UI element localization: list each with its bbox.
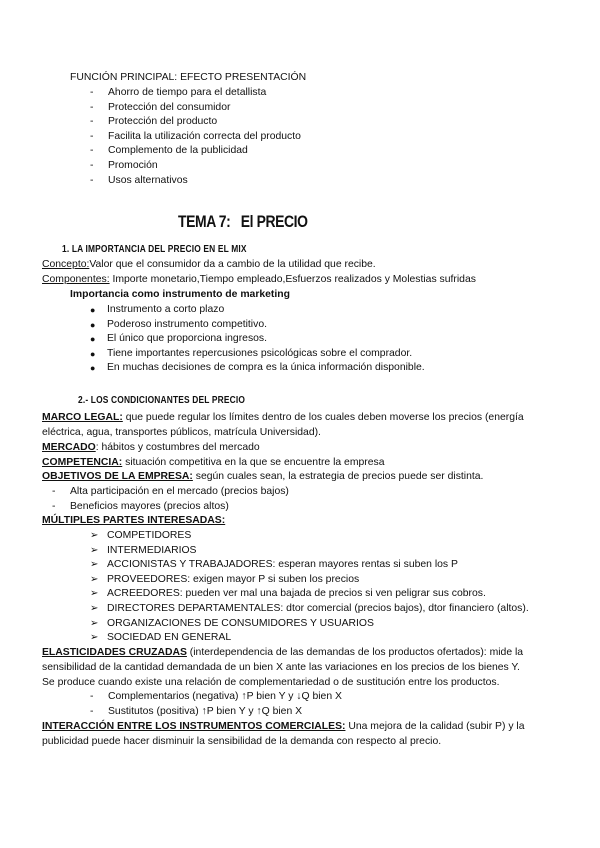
interaccion-line-1	[42, 720, 525, 734]
list-item: - Facilita la utilización correcta del producto	[90, 130, 301, 142]
multiples-list	[90, 529, 570, 646]
objetivos-text: según cuales sean, la estrategia de precios puede ser distinta.	[192, 471, 484, 482]
list-item: ● Instrumento a corto plazo	[90, 304, 225, 315]
list-item: - Protección del producto	[90, 116, 218, 128]
mercado-text: : hábitos y costumbres del mercado	[95, 442, 260, 453]
list-item: ● Poderoso instrumento competitivo.	[90, 318, 267, 330]
marco-text: que puede regular los límites dentro de los cuales deben moverse los precios (energía	[122, 412, 524, 423]
componentes-line	[42, 273, 476, 287]
mercado-label: MERCADO	[42, 442, 96, 453]
elasticidades-list	[90, 690, 410, 719]
list-item: ● En muchas decisiones de compra es la única información disponible.	[90, 362, 425, 374]
list-item: - Protección del consumidor	[90, 101, 231, 113]
interaccion-text: Una mejora de la calidad (subir P) y la	[345, 721, 525, 732]
interaccion-label: INTERACCIÓN ENTRE LOS INSTRUMENTOS COMERCIALES:	[42, 721, 346, 732]
list-item: ● El único que proporciona ingresos.	[90, 333, 267, 345]
elasticidades-text: (interdependencia de las demandas de los productos ofertados): mide la	[186, 647, 524, 658]
marco-label: MARCO LEGAL:	[42, 412, 123, 423]
multiples-label: MÚLTIPLES PARTES INTERESADAS:	[42, 515, 226, 526]
funcion-list	[90, 86, 390, 188]
concepto-line	[42, 258, 376, 272]
elasticidades-line-1	[42, 646, 523, 660]
objetivos-list	[52, 485, 352, 514]
concepto-label: Concepto:	[42, 259, 90, 270]
list-item: - Usos alternativos	[90, 174, 188, 186]
marco-line-1	[42, 411, 524, 425]
page-title	[178, 212, 308, 231]
objetivos-label: OBJETIVOS DE LA EMPRESA:	[42, 471, 193, 482]
list-item: ➢ ORGANIZACIONES DE CONSUMIDORES Y USUARIOS	[90, 617, 374, 629]
list-item: ➢ SOCIEDAD EN GENERAL	[90, 632, 232, 644]
list-item: - Complemento de la publicidad	[90, 145, 248, 157]
interaccion-line-2: publicidad puede hacer disminuir la sensibilidad de la demanda con respecto al precio.	[42, 736, 442, 747]
section-2-heading: 2.- LOS CONDICIONANTES DEL PRECIO	[78, 394, 246, 406]
tema-name: El PRECIO	[240, 212, 308, 231]
list-item: ➢ DIRECTORES DEPARTAMENTALES: dtor comercial (precios bajos), dtor financiero (altos).	[90, 602, 529, 614]
tema-number: TEMA 7:	[178, 212, 231, 231]
importancia-list	[90, 303, 510, 376]
list-item: ➢ COMPETIDORES	[90, 530, 192, 541]
componentes-text: Importe monetario,Tiempo empleado,Esfuerzos realizados y Molestias sufridas	[109, 274, 476, 285]
list-item: - Alta participación en el mercado (precios bajos)	[52, 486, 289, 497]
importancia-heading: Importancia como instrumento de marketing	[70, 289, 290, 300]
competencia-text: situación competitiva en la que se encuentre la empresa	[122, 457, 385, 468]
list-item: ➢ ACREEDORES: pueden ver mal una bajada de precios si ven peligrar sus cobros.	[90, 588, 486, 600]
list-item: - Sustitutos (positiva) ↑P bien Y y ↑Q bien X	[90, 705, 303, 717]
list-item: ➢ ACCIONISTAS Y TRABAJADORES: esperan mayores rentas si suben los P	[90, 559, 458, 571]
section-1-heading: 1. LA IMPORTANCIA DEL PRECIO EN EL MIX	[62, 243, 247, 255]
objetivos-line	[42, 470, 483, 484]
marco-line-2: eléctrica, agua, transportes públicos, matrícula Universidad).	[42, 427, 321, 438]
list-item: - Promoción	[90, 159, 158, 171]
elasticidades-label: ELASTICIDADES CRUZADAS	[42, 647, 187, 658]
list-item: - Ahorro de tiempo para el detallista	[90, 87, 267, 98]
list-item: - Complementarios (negativa) ↑P bien Y y ↓Q bien X	[90, 691, 342, 702]
elasticidades-line-3: Se produce cuando existe una relación de complementariedad o de sustitución entre los productos.	[42, 677, 500, 688]
list-item: ➢ INTERMEDIARIOS	[90, 544, 197, 556]
list-item: ● Tiene importantes repercusiones psicológicas sobre el comprador.	[90, 347, 413, 359]
funcion-heading: FUNCIÓN PRINCIPAL: EFECTO PRESENTACIÓN	[70, 72, 307, 83]
list-item: ➢ PROVEEDORES: exigen mayor P si suben los precios	[90, 573, 360, 585]
elasticidades-line-2: sensibilidad de la cantidad demandada de un bien X ante las variaciones en los precios de los bienes Y.	[42, 662, 520, 673]
competencia-line	[42, 456, 384, 470]
competencia-label: COMPETENCIA:	[42, 457, 123, 468]
list-item: - Beneficios mayores (precios altos)	[52, 500, 229, 512]
componentes-label: Componentes:	[42, 274, 110, 285]
mercado-line	[42, 441, 260, 455]
concepto-text: Valor que el consumidor da a cambio de la utilidad que recibe.	[89, 259, 376, 270]
